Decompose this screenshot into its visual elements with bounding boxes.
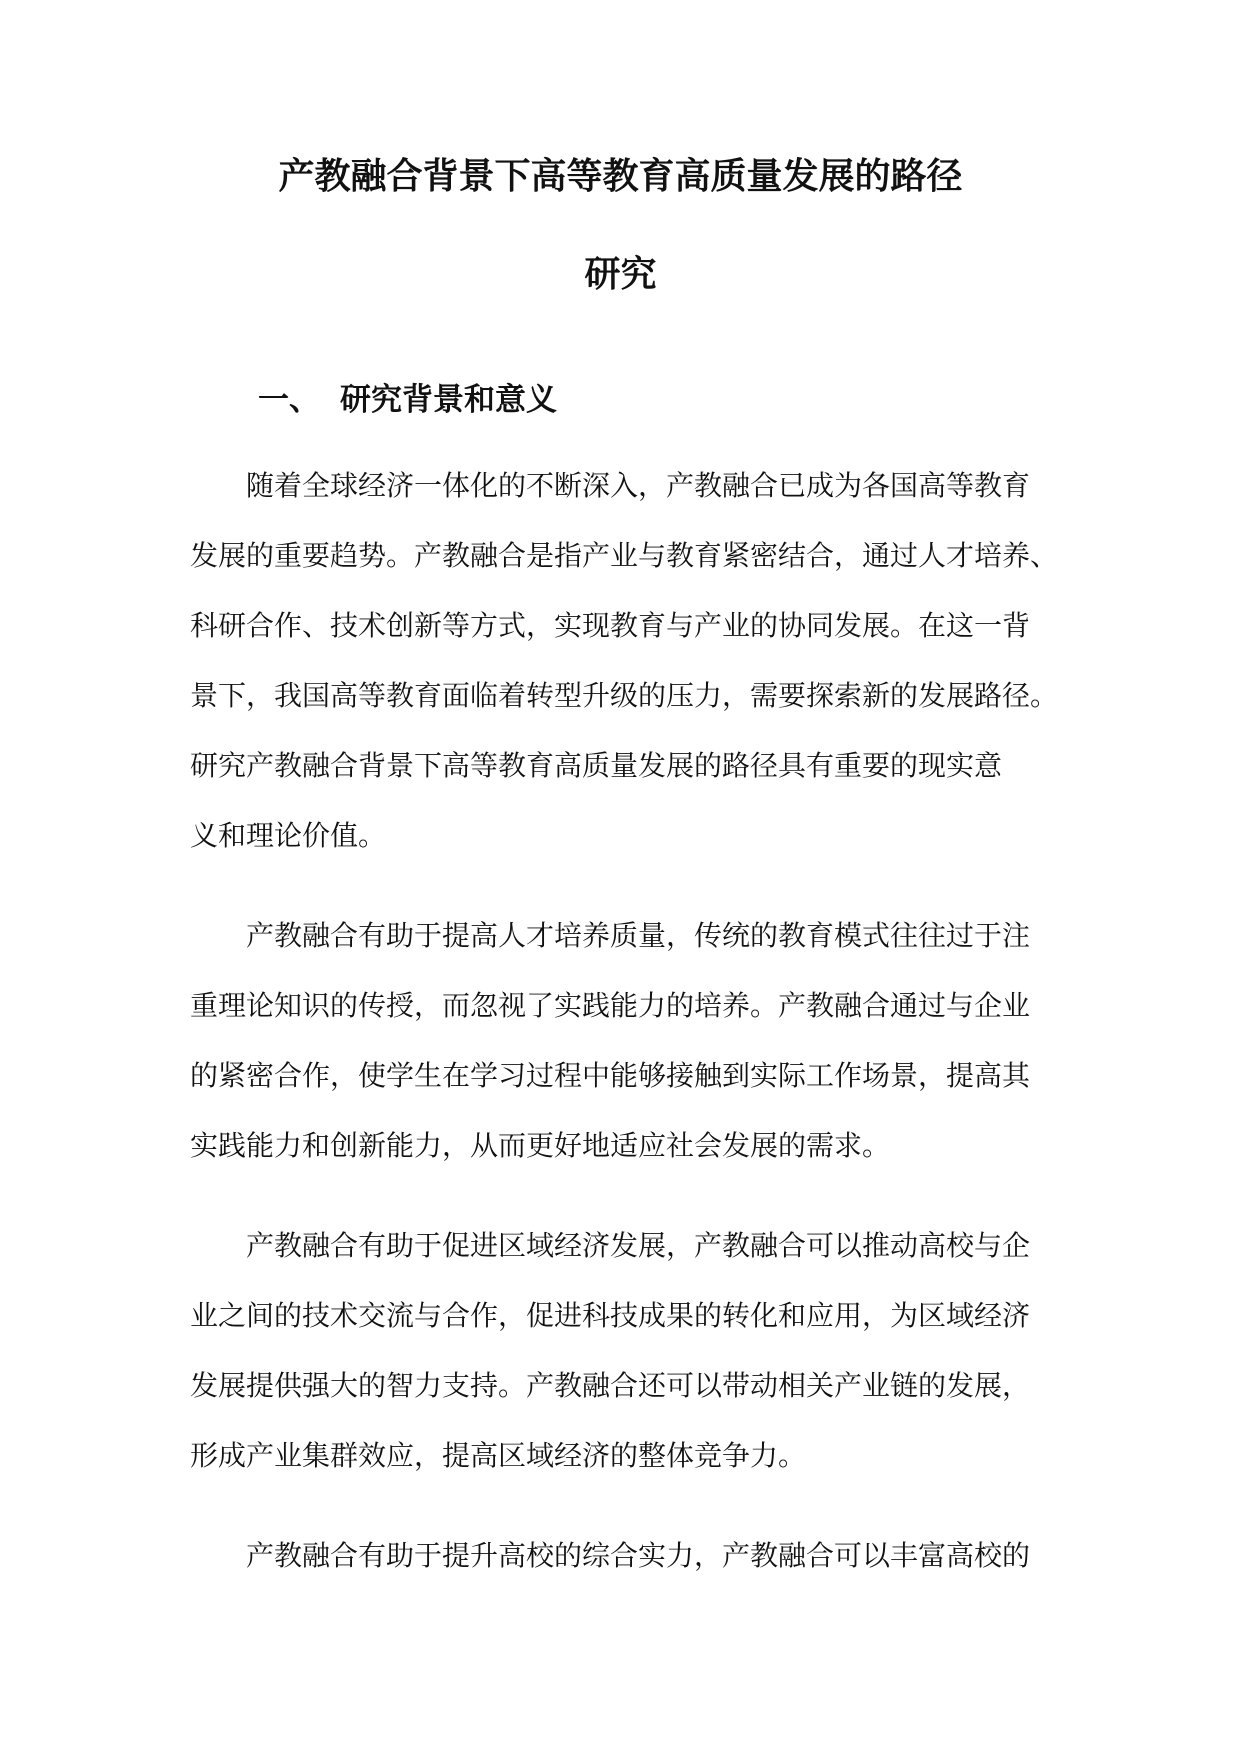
paragraph-1-line: 研究产教融合背景下高等教育高质量发展的路径具有重要的现实意 bbox=[190, 749, 1003, 782]
section-number: 一、 bbox=[258, 382, 320, 418]
paragraph-2-line: 的紧密合作，使学生在学习过程中能够接触到实际工作场景，提高其 bbox=[190, 1059, 1031, 1092]
paragraph-1-line: 随着全球经济一体化的不断深入，产教融合已成为各国高等教育 bbox=[246, 469, 1031, 502]
paragraph-1-line: 科研合作、技术创新等方式，实现教育与产业的协同发展。在这一背 bbox=[190, 609, 1031, 642]
paragraph-3-line: 形成产业集群效应，提高区域经济的整体竞争力。 bbox=[190, 1439, 807, 1472]
document-title-line-1: 产教融合背景下高等教育高质量发展的路径 bbox=[278, 155, 963, 197]
paragraph-1-line: 景下，我国高等教育面临着转型升级的压力，需要探索新的发展路径。 bbox=[190, 679, 1059, 712]
section-title: 研究背景和意义 bbox=[340, 382, 557, 418]
document-title-line-2: 研究 bbox=[584, 253, 657, 295]
section-heading bbox=[258, 380, 557, 420]
paragraph-1-line: 发展的重要趋势。产教融合是指产业与教育紧密结合，通过人才培养、 bbox=[190, 539, 1059, 572]
paragraph-1-line: 义和理论价值。 bbox=[190, 819, 387, 852]
paragraph-3-line: 业之间的技术交流与合作，促进科技成果的转化和应用，为区域经济 bbox=[190, 1299, 1031, 1332]
paragraph-2-line: 产教融合有助于提高人才培养质量，传统的教育模式往往过于注 bbox=[246, 919, 1031, 952]
paragraph-2-line: 重理论知识的传授，而忽视了实践能力的培养。产教融合通过与企业 bbox=[190, 989, 1031, 1022]
paragraph-3-line: 发展提供强大的智力支持。产教融合还可以带动相关产业链的发展， bbox=[190, 1369, 1031, 1402]
paragraph-4-line: 产教融合有助于提升高校的综合实力，产教融合可以丰富高校的 bbox=[246, 1539, 1031, 1572]
paragraph-3-line: 产教融合有助于促进区域经济发展，产教融合可以推动高校与企 bbox=[246, 1229, 1031, 1262]
paragraph-2-line: 实践能力和创新能力，从而更好地适应社会发展的需求。 bbox=[190, 1129, 891, 1162]
